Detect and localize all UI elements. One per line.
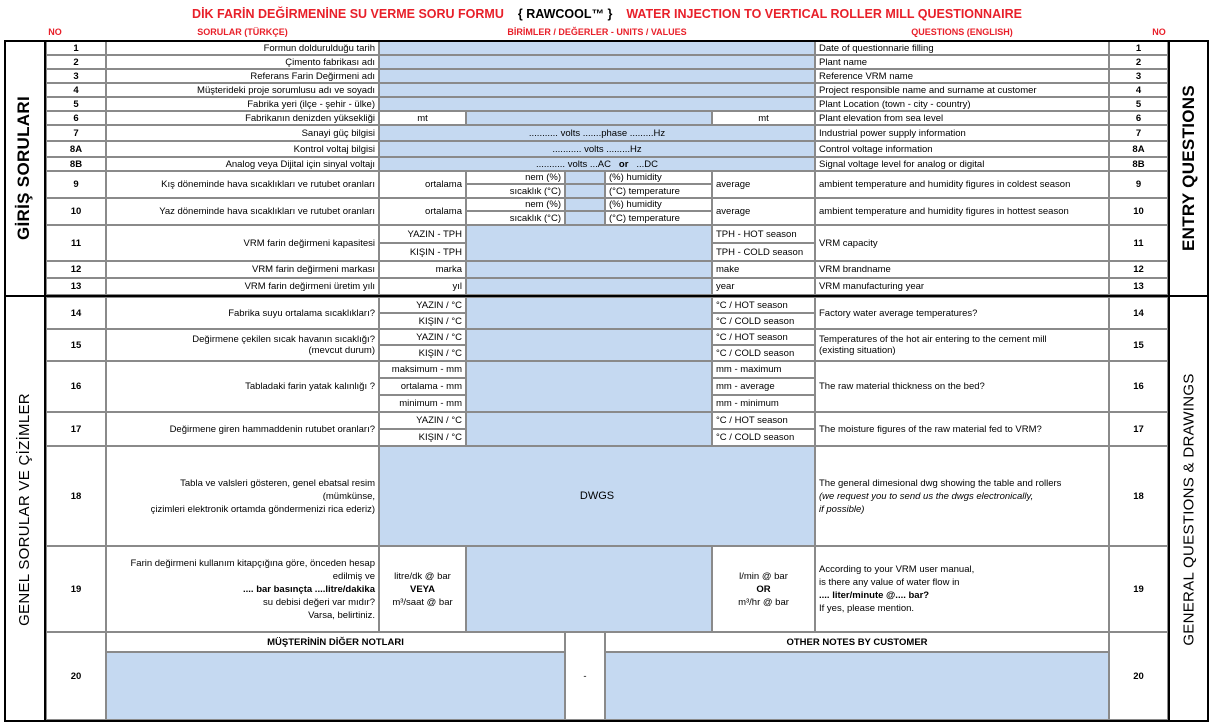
- header-no-2: NO: [1152, 27, 1166, 37]
- unit-tr: litre/dk @ bar VEYA m³/saat @ bar: [379, 546, 466, 632]
- row-no-right: 5: [1109, 97, 1168, 111]
- question-en: VRM capacity: [815, 225, 1109, 261]
- row-no: 14: [46, 297, 106, 329]
- row-no-right: 8A: [1109, 141, 1168, 157]
- row-no: 6: [46, 111, 106, 125]
- value-input[interactable]: [466, 225, 712, 261]
- unit-en: TPH - COLD season: [712, 243, 815, 261]
- row-no: 16: [46, 361, 106, 412]
- unit-tr: mt: [379, 111, 466, 125]
- value-input[interactable]: [466, 261, 712, 278]
- question-en: Temperatures of the hot air entering to the cement mill (existing situation): [815, 329, 1109, 361]
- question-tr: Fabrika yeri (ilçe - şehir - ülke): [106, 97, 379, 111]
- section-entry-en: ENTRY QUESTIONS: [1179, 84, 1198, 252]
- avg-label-en: average: [712, 198, 815, 225]
- header-en: QUESTIONS (ENGLISH): [911, 27, 1013, 37]
- row-no: 12: [46, 261, 106, 278]
- avg-label-tr: ortalama: [379, 171, 466, 198]
- question-tr: Farin değirmeni kullanım kitapçığına göre, önceden hesap edilmiş ve .... bar basınçta ....litre/dakika su debisi değeri var mıdır? Varsa, belirtiniz.: [106, 546, 379, 632]
- value-input[interactable]: [379, 55, 815, 69]
- row-no: 11: [46, 225, 106, 261]
- row-no: 7: [46, 125, 106, 141]
- or-label: or: [618, 158, 629, 170]
- unit-tr: minimum - mm: [379, 395, 466, 412]
- row-no-right: 19: [1109, 546, 1168, 632]
- row-no: 9: [46, 171, 106, 198]
- humidity-label-tr: nem (%): [466, 198, 565, 211]
- question-tr: Analog veya Dijital için sinyal voltajı: [106, 157, 379, 171]
- question-en: VRM manufacturing year: [815, 278, 1109, 295]
- question-en: Control voltage information: [815, 141, 1109, 157]
- unit-en: mm - maximum: [712, 361, 815, 378]
- header-tr: SORULAR (TÜRKÇE): [197, 27, 288, 37]
- row-no-right: 6: [1109, 111, 1168, 125]
- row-no: 13: [46, 278, 106, 295]
- volts-ac: ........... volts ...AC: [536, 158, 611, 170]
- row-no-right: 8B: [1109, 157, 1168, 171]
- question-tr: Yaz döneminde hava sıcaklıkları ve rutubet oranları: [106, 198, 379, 225]
- dc-label: ...DC: [636, 158, 658, 170]
- value-input[interactable]: [379, 69, 815, 83]
- unit-tr: YAZIN / °C: [379, 297, 466, 313]
- unit-en: year: [712, 278, 815, 295]
- question-tr: Formun doldurulduğu tarih: [106, 41, 379, 55]
- title-brand: { RAWCOOL™ }: [517, 6, 613, 21]
- title-en: WATER INJECTION TO VERTICAL ROLLER MILL QUESTIONNAIRE: [626, 6, 1022, 21]
- unit-tr: KIŞIN - TPH: [379, 243, 466, 261]
- avg-label-tr: ortalama: [379, 198, 466, 225]
- question-tr: VRM farin değirmeni üretim yılı: [106, 278, 379, 295]
- unit-en: °C / COLD season: [712, 345, 815, 361]
- unit-en: l/min @ bar OR m³/hr @ bar: [712, 546, 815, 632]
- row-no-right: 13: [1109, 278, 1168, 295]
- temp-label-en: (°C) temperature: [605, 211, 712, 225]
- unit-tr: marka: [379, 261, 466, 278]
- value-input[interactable]: [379, 41, 815, 55]
- row-no-right: 20: [1109, 632, 1168, 720]
- row-no-right: 4: [1109, 83, 1168, 97]
- value-input[interactable]: ........... volts .........Hz: [379, 141, 815, 157]
- unit-tr: KIŞIN / °C: [379, 313, 466, 329]
- row-no: 4: [46, 83, 106, 97]
- notes-title-en: OTHER NOTES BY CUSTOMER: [605, 632, 1109, 652]
- header-values: BİRİMLER / DEĞERLER - UNITS / VALUES: [507, 27, 687, 37]
- row-no: 19: [46, 546, 106, 632]
- unit-en: °C / COLD season: [712, 313, 815, 329]
- unit-en: make: [712, 261, 815, 278]
- humidity-label-tr: nem (%): [466, 171, 565, 184]
- value-input[interactable]: [466, 111, 712, 125]
- question-en: Signal voltage level for analog or digital: [815, 157, 1109, 171]
- row-no-right: 10: [1109, 198, 1168, 225]
- notes-input-tr[interactable]: [106, 652, 565, 720]
- question-tr: Tabla ve valsleri gösteren, genel ebatsal resim (mümkünse, çizimleri elektronik ortamda göndermenizi rica ederiz): [106, 446, 379, 546]
- question-en: Factory water average temperatures?: [815, 297, 1109, 329]
- question-en: Plant name: [815, 55, 1109, 69]
- temp-label-tr: sıcaklık (°C): [466, 211, 565, 225]
- row-no: 15: [46, 329, 106, 361]
- question-en: Date of questionnarie filling: [815, 41, 1109, 55]
- question-tr: Kış döneminde hava sıcaklıkları ve rutubet oranları: [106, 171, 379, 198]
- question-tr: VRM farin değirmeni markası: [106, 261, 379, 278]
- value-input[interactable]: [466, 329, 712, 361]
- value-input[interactable]: [466, 278, 712, 295]
- row-no-right: 12: [1109, 261, 1168, 278]
- question-tr: Fabrika suyu ortalama sıcaklıkları?: [106, 297, 379, 329]
- temp-input[interactable]: [565, 211, 605, 225]
- row-no: 10: [46, 198, 106, 225]
- unit-tr: yıl: [379, 278, 466, 295]
- question-tr: Tabladaki farin yatak kalınlığı ?: [106, 361, 379, 412]
- value-input[interactable]: [466, 297, 712, 329]
- unit-tr: ortalama - mm: [379, 378, 466, 395]
- title-tr: DİK FARİN DEĞİRMENİNE SU VERME SORU FORMU: [192, 6, 504, 21]
- row-no: 8B: [46, 157, 106, 171]
- unit-tr: YAZIN / °C: [379, 329, 466, 345]
- value-input[interactable]: [379, 83, 815, 97]
- question-en: VRM brandname: [815, 261, 1109, 278]
- row-no-right: 7: [1109, 125, 1168, 141]
- row-no: 20: [46, 632, 106, 720]
- drawings-area[interactable]: DWGS: [379, 446, 815, 546]
- section-entry-tr: GİRİŞ SORULARI: [14, 96, 33, 240]
- question-en: The raw material thickness on the bed?: [815, 361, 1109, 412]
- temp-label-en: (°C) temperature: [605, 184, 712, 198]
- unit-tr: KIŞIN / °C: [379, 429, 466, 446]
- row-no-right: 15: [1109, 329, 1168, 361]
- humidity-input[interactable]: [565, 171, 605, 184]
- question-en: The general dimesional dwg showing the table and rollers (we request you to send us the dwgs electronically, if possible): [815, 446, 1109, 546]
- unit-en: mt: [712, 111, 815, 125]
- unit-tr: YAZIN / °C: [379, 412, 466, 429]
- question-en: ambient temperature and humidity figures in coldest season: [815, 171, 1109, 198]
- humidity-input[interactable]: [565, 198, 605, 211]
- question-en: Project responsible name and surname at customer: [815, 83, 1109, 97]
- unit-en: °C / HOT season: [712, 412, 815, 429]
- unit-tr: YAZIN - TPH: [379, 225, 466, 243]
- notes-title-tr: MÜŞTERİNİN DİĞER NOTLARI: [106, 632, 565, 652]
- section-general-en: GENERAL QUESTIONS & DRAWINGS: [1180, 372, 1198, 646]
- unit-en: °C / HOT season: [712, 329, 815, 345]
- question-tr: Çimento fabrikası adı: [106, 55, 379, 69]
- question-tr: VRM farin değirmeni kapasitesi: [106, 225, 379, 261]
- unit-en: °C / COLD season: [712, 429, 815, 446]
- unit-en: °C / HOT season: [712, 297, 815, 313]
- question-tr: Sanayi güç bilgisi: [106, 125, 379, 141]
- row-no-right: 17: [1109, 412, 1168, 446]
- row-no-right: 2: [1109, 55, 1168, 69]
- row-no-right: 16: [1109, 361, 1168, 412]
- question-en: According to your VRM user manual, is there any value of water flow in .... liter/minute @.... bar? If yes, please mention.: [815, 546, 1109, 632]
- row-no: 18: [46, 446, 106, 546]
- row-no: 3: [46, 69, 106, 83]
- question-tr: Kontrol voltaj bilgisi: [106, 141, 379, 157]
- question-tr: Referans Farin Değirmeni adı: [106, 69, 379, 83]
- humidity-label-en: (%) humidity: [605, 171, 712, 184]
- question-tr: Müşterideki proje sorumlusu adı ve soyadı: [106, 83, 379, 97]
- value-input[interactable]: [466, 412, 712, 446]
- unit-en: TPH - HOT season: [712, 225, 815, 243]
- row-no-right: 18: [1109, 446, 1168, 546]
- header-no: NO: [48, 27, 62, 37]
- section-general-tr: GENEL SORULAR VE ÇİZİMLER: [15, 392, 33, 626]
- row-no: 2: [46, 55, 106, 69]
- temp-input[interactable]: [565, 184, 605, 198]
- unit-tr: maksimum - mm: [379, 361, 466, 378]
- question-en: Reference VRM name: [815, 69, 1109, 83]
- question-en: Plant Location (town - city - country): [815, 97, 1109, 111]
- value-input[interactable]: [379, 157, 815, 171]
- row-no: 8A: [46, 141, 106, 157]
- question-en: ambient temperature and humidity figures in hottest season: [815, 198, 1109, 225]
- question-tr: Fabrikanın denizden yüksekliği: [106, 111, 379, 125]
- question-en: Industrial power supply information: [815, 125, 1109, 141]
- question-en: Plant elevation from sea level: [815, 111, 1109, 125]
- question-tr: Değirmene giren hammaddenin rutubet oranları?: [106, 412, 379, 446]
- value-input[interactable]: [466, 361, 712, 412]
- value-input[interactable]: ........... volts .......phase .........Hz: [379, 125, 815, 141]
- form-title: [0, 4, 1214, 24]
- row-no-right: 3: [1109, 69, 1168, 83]
- unit-en: mm - average: [712, 378, 815, 395]
- avg-label-en: average: [712, 171, 815, 198]
- humidity-label-en: (%) humidity: [605, 198, 712, 211]
- unit-en: mm - minimum: [712, 395, 815, 412]
- unit-tr: KIŞIN / °C: [379, 345, 466, 361]
- row-no: 17: [46, 412, 106, 446]
- row-no-right: 11: [1109, 225, 1168, 261]
- question-en: The moisture figures of the raw material fed to VRM?: [815, 412, 1109, 446]
- row-no-right: 1: [1109, 41, 1168, 55]
- row-no-right: 14: [1109, 297, 1168, 329]
- row-no: 5: [46, 97, 106, 111]
- temp-label-tr: sıcaklık (°C): [466, 184, 565, 198]
- question-tr: Değirmene çekilen sıcak havanın sıcaklığı? (mevcut durum): [106, 329, 379, 361]
- row-no: 1: [46, 41, 106, 55]
- row-no-right: 9: [1109, 171, 1168, 198]
- notes-separator: -: [565, 632, 605, 720]
- value-input[interactable]: [379, 97, 815, 111]
- notes-input-en[interactable]: [605, 652, 1109, 720]
- value-input[interactable]: [466, 546, 712, 632]
